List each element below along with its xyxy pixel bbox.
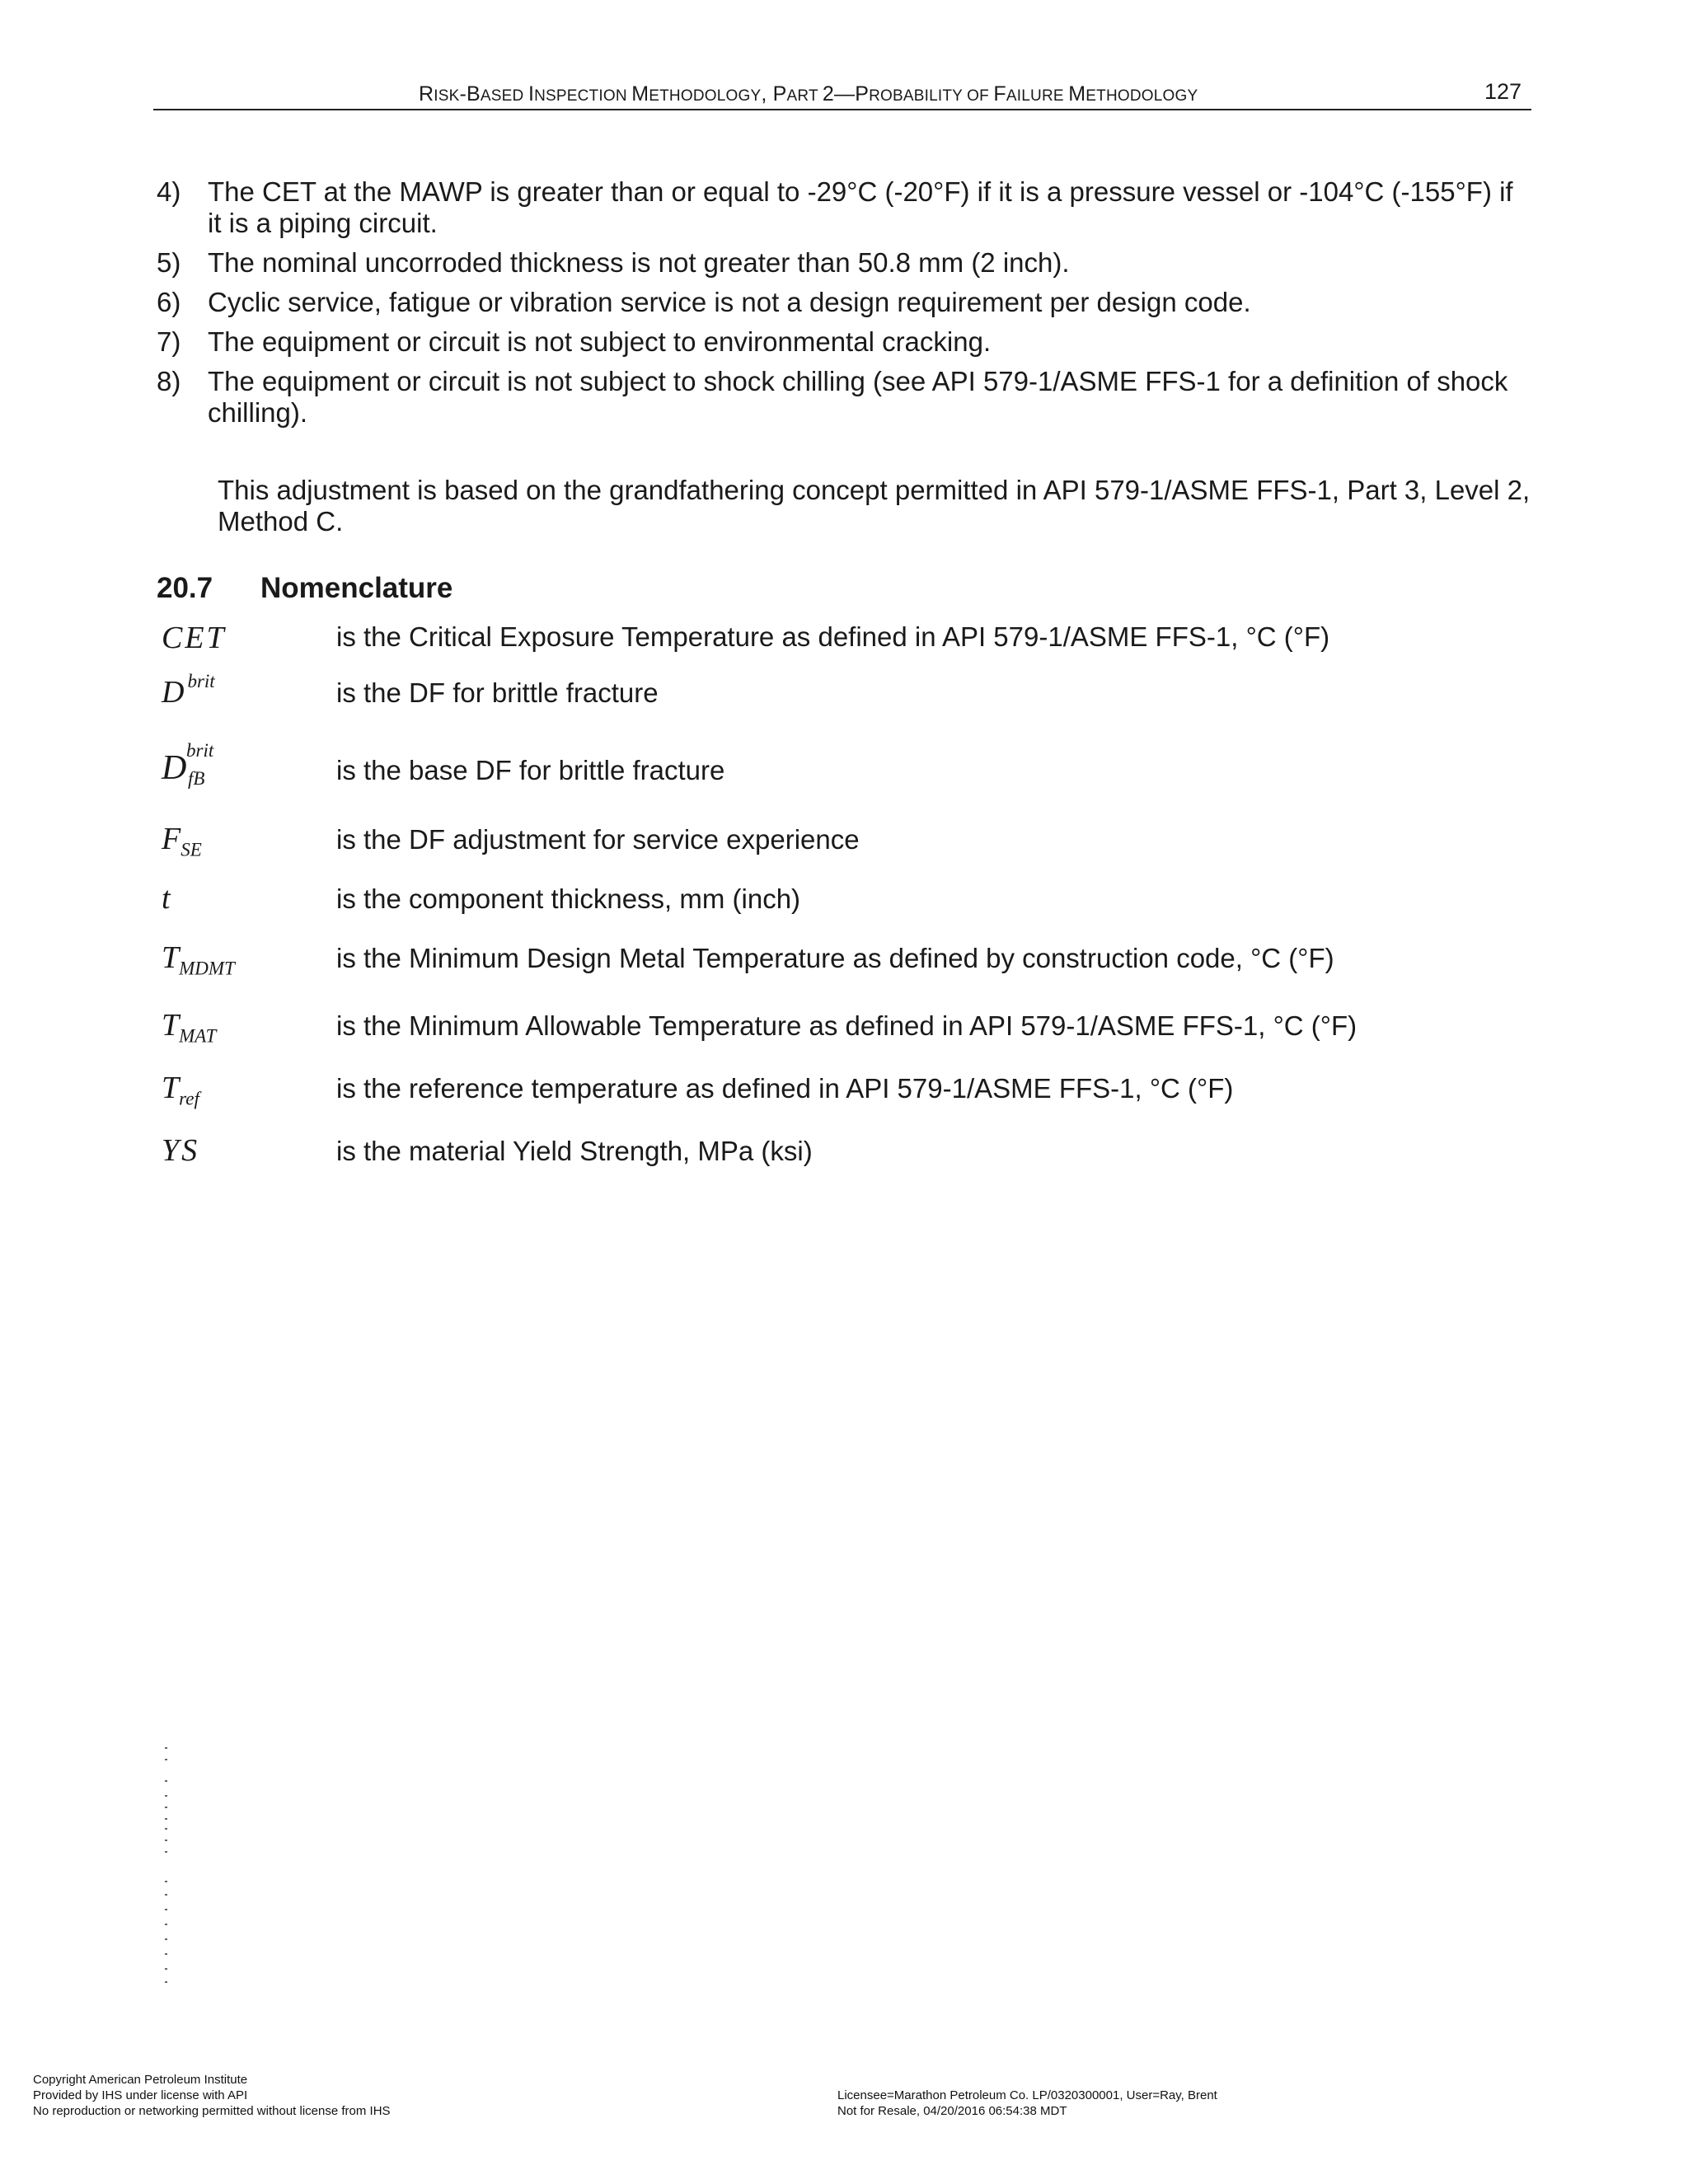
list-item-number: 7) xyxy=(157,326,181,357)
list-item-text: Cyclic service, fatigue or vibration service is not a design requirement per design code. xyxy=(208,287,1251,317)
list-item-number: 8) xyxy=(157,366,181,396)
list-item xyxy=(157,326,1533,358)
running-header-title: RISK-BASED INSPECTION METHODOLOGY, PART 2—PROBABILITY OF FAILURE METHODOLOGY xyxy=(419,82,1198,105)
list-item xyxy=(157,287,1533,318)
list-item-number: 4) xyxy=(157,176,181,207)
symbol-ys: YS xyxy=(162,1133,200,1168)
section-title: Nomenclature xyxy=(260,572,453,604)
list-item-text: The equipment or circuit is not subject to shock chilling (see API 579-1/ASME FFS-1 for a definition of shock chilling). xyxy=(208,366,1508,428)
list-item xyxy=(157,247,1533,279)
definition-t-mat: is the Minimum Allowable Temperature as defined in API 579-1/ASME FFS-1, °C (°F) xyxy=(336,1010,1357,1041)
list-item-number: 6) xyxy=(157,287,181,317)
condition-list xyxy=(157,176,1533,437)
section-number: 20.7 xyxy=(157,572,213,604)
symbol-t-ref: $T_{ref}$ xyxy=(162,1071,199,1109)
list-item-text: The equipment or circuit is not subject to environmental cracking. xyxy=(208,326,992,357)
list-item xyxy=(157,176,1533,239)
footer-license: Licensee=Marathon Petroleum Co. LP/0320300001, User=Ray, Brent Not for Resale, 04/20/2016 06:54:38 MDT xyxy=(837,2088,1217,2118)
list-item xyxy=(157,366,1533,429)
symbol-f-se: $F_{SE}$ xyxy=(162,822,202,860)
definition-t-ref: is the reference temperature as defined in API 579-1/ASME FFS-1, °C (°F) xyxy=(336,1073,1234,1104)
definition-t-mdmt: is the Minimum Design Metal Temperature as defined by construction code, °C (°F) xyxy=(336,943,1334,973)
symbol-t-mdmt: $T_{MDMT}$ xyxy=(162,940,235,979)
symbol-t-mat: $T_{MAT}$ xyxy=(162,1008,217,1047)
definition-ys: is the material Yield Strength, MPa (ksi) xyxy=(336,1136,813,1166)
section-heading xyxy=(157,572,452,605)
margin-scan-marks xyxy=(163,1747,171,1986)
symbol-t: t xyxy=(162,881,171,916)
adjustment-note: This adjustment is based on the grandfathering concept permitted in API 579-1/ASME FFS-1, Part 3, Level 2, Method C. xyxy=(218,475,1531,537)
definition-d-brit: is the DF for brittle fracture xyxy=(336,677,659,708)
footer-copyright: Copyright American Petroleum Institute Provided by IHS under license with API No reproduction or networking permitted without license from IHS xyxy=(33,2073,391,2118)
definition-d-fb-brit: is the base DF for brittle fracture xyxy=(336,755,725,785)
definition-cet: is the Critical Exposure Temperature as defined in API 579-1/ASME FFS-1, °C (°F) xyxy=(336,621,1330,652)
list-item-number: 5) xyxy=(157,247,181,278)
running-header xyxy=(153,77,1531,110)
list-item-text: The nominal uncorroded thickness is not greater than 50.8 mm (2 inch). xyxy=(208,247,1070,278)
page-number: 127 xyxy=(1484,79,1522,104)
symbol-d-brit: D $^{brit}$ xyxy=(162,671,215,710)
definition-f-se: is the DF adjustment for service experience xyxy=(336,824,860,855)
list-item-text: The CET at the MAWP is greater than or equal to -29°C (-20°F) if it is a pressure vessel or -104°C (-155°F) if it is a piping circuit. xyxy=(208,176,1513,238)
symbol-cet: CET xyxy=(162,621,227,655)
definition-t: is the component thickness, mm (inch) xyxy=(336,883,801,914)
